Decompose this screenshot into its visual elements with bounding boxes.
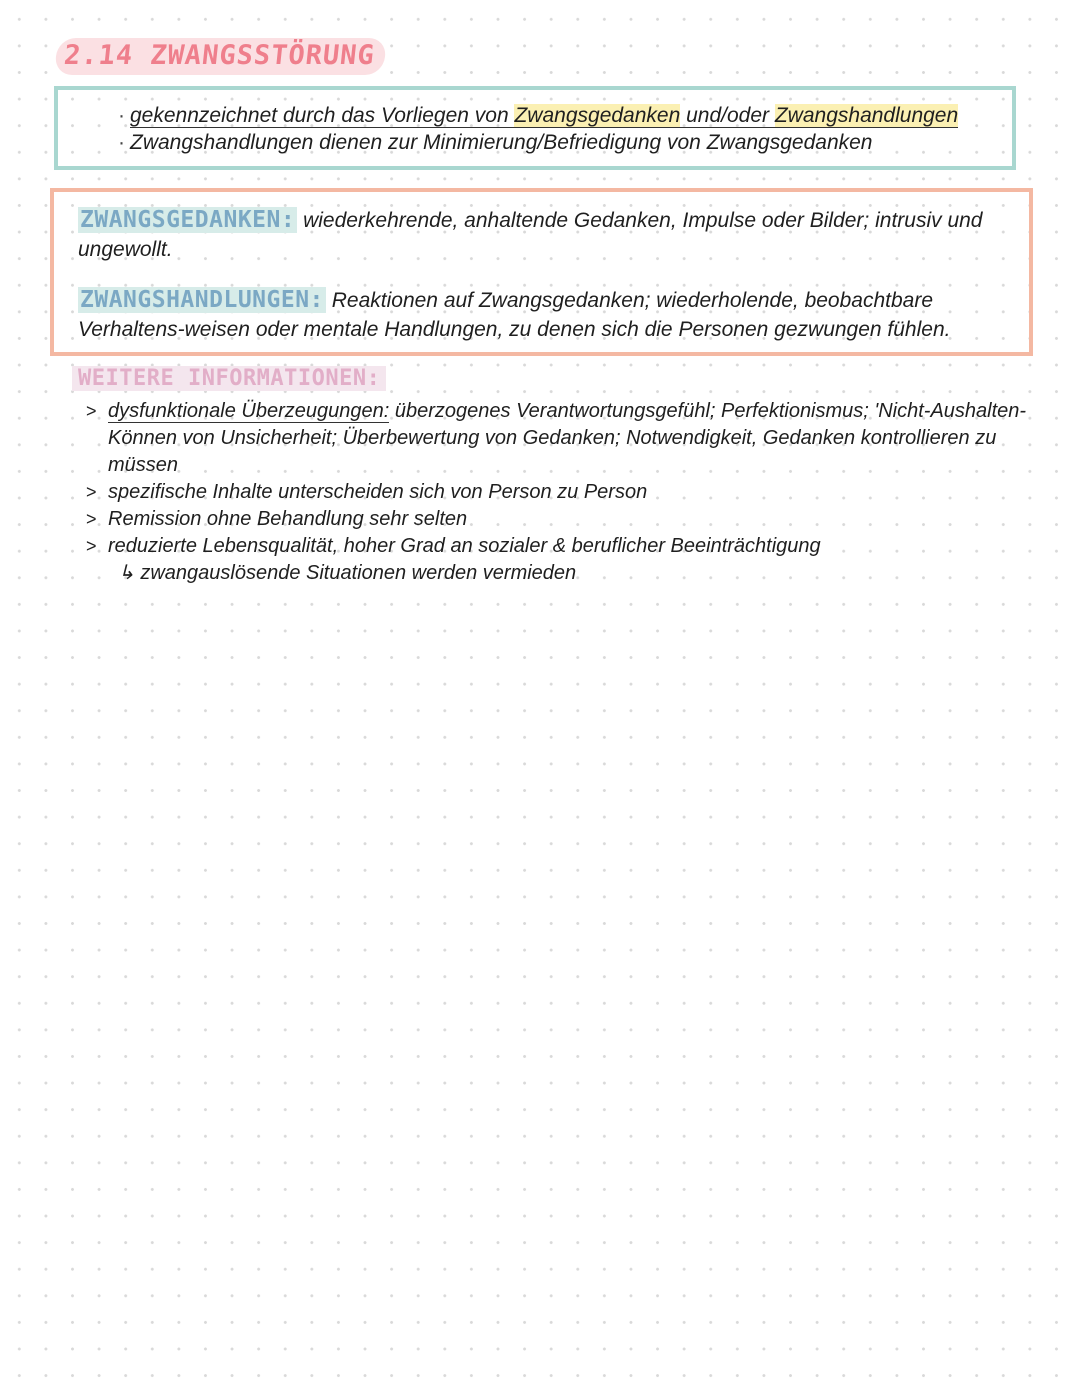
term-compulsions-label: ZWANGSHANDLUNGEN: [80,287,324,313]
term-compulsions-text: Reaktionen auf Zwangsgedanken; wiederholende, beobachtbare Verhaltens-weisen oder mentale Handlungen, zu denen sich die Personen gezwungen fühlen. [78,289,951,341]
more-info-list [86,398,1054,587]
definition-middle: und/oder [680,104,775,127]
chevron-right-icon: > [86,509,97,529]
term-compulsions [78,286,1008,344]
term-obsessions-label: ZWANGSGEDANKEN: [80,207,296,233]
definition-prefix: gekennzeichnet durch das Vorliegen von [130,104,515,127]
definition-line-2 [118,129,958,156]
definition-line-2-text: Zwangshandlungen dienen zur Minimierung/Befriedigung von Zwangsgedanken [130,131,873,154]
list-item [86,506,1054,533]
list-item-text: spezifische Inhalte unterscheiden sich von Person zu Person [108,481,648,503]
chevron-right-icon: > [86,482,97,502]
sub-list-item-text: zwangauslösende Situationen werden vermieden [140,562,577,584]
more-info-heading: WEITERE INFORMATIONEN: [72,366,386,391]
terms-box [50,188,1033,356]
highlight-compulsions: Zwangshandlungen [774,104,959,127]
chevron-right-icon: > [86,401,97,421]
definition-line-1 [118,102,958,129]
term-obsessions [78,206,998,264]
list-item-label: dysfunktionale Überzeugungen: [108,400,390,422]
return-arrow-icon: ↳ [118,562,135,584]
definition-lines [118,102,958,156]
page-title: 2.14 ZWANGSSTÖRUNG [54,38,386,75]
term-obsessions-text: wiederkehrende, anhaltende Gedanken, Impulse oder Bilder; intrusiv und ungewollt. [78,209,983,261]
definition-box [54,86,1016,170]
bullet-dot-icon: · [118,104,125,127]
list-item [86,533,1054,560]
chevron-right-icon: > [86,536,97,556]
sub-list-item [86,560,1054,587]
list-item [86,398,1054,479]
list-item-text: Remission ohne Behandlung sehr selten [108,508,468,530]
bullet-dot-icon: · [118,131,125,154]
highlight-obsessions: Zwangsgedanken [514,104,681,127]
list-item-text: überzogenes Verantwortungsgefühl; Perfektionismus; 'Nicht-Aushalten-Können von Unsicherheit; Überbewertung von Gedanken; Notwendigkeit, Gedanken kontrollieren zu müssen [108,400,1027,476]
list-item [86,479,1054,506]
list-item-text: reduzierte Lebensqualität, hoher Grad an sozialer & beruflicher Beeinträchtigung [108,535,821,557]
